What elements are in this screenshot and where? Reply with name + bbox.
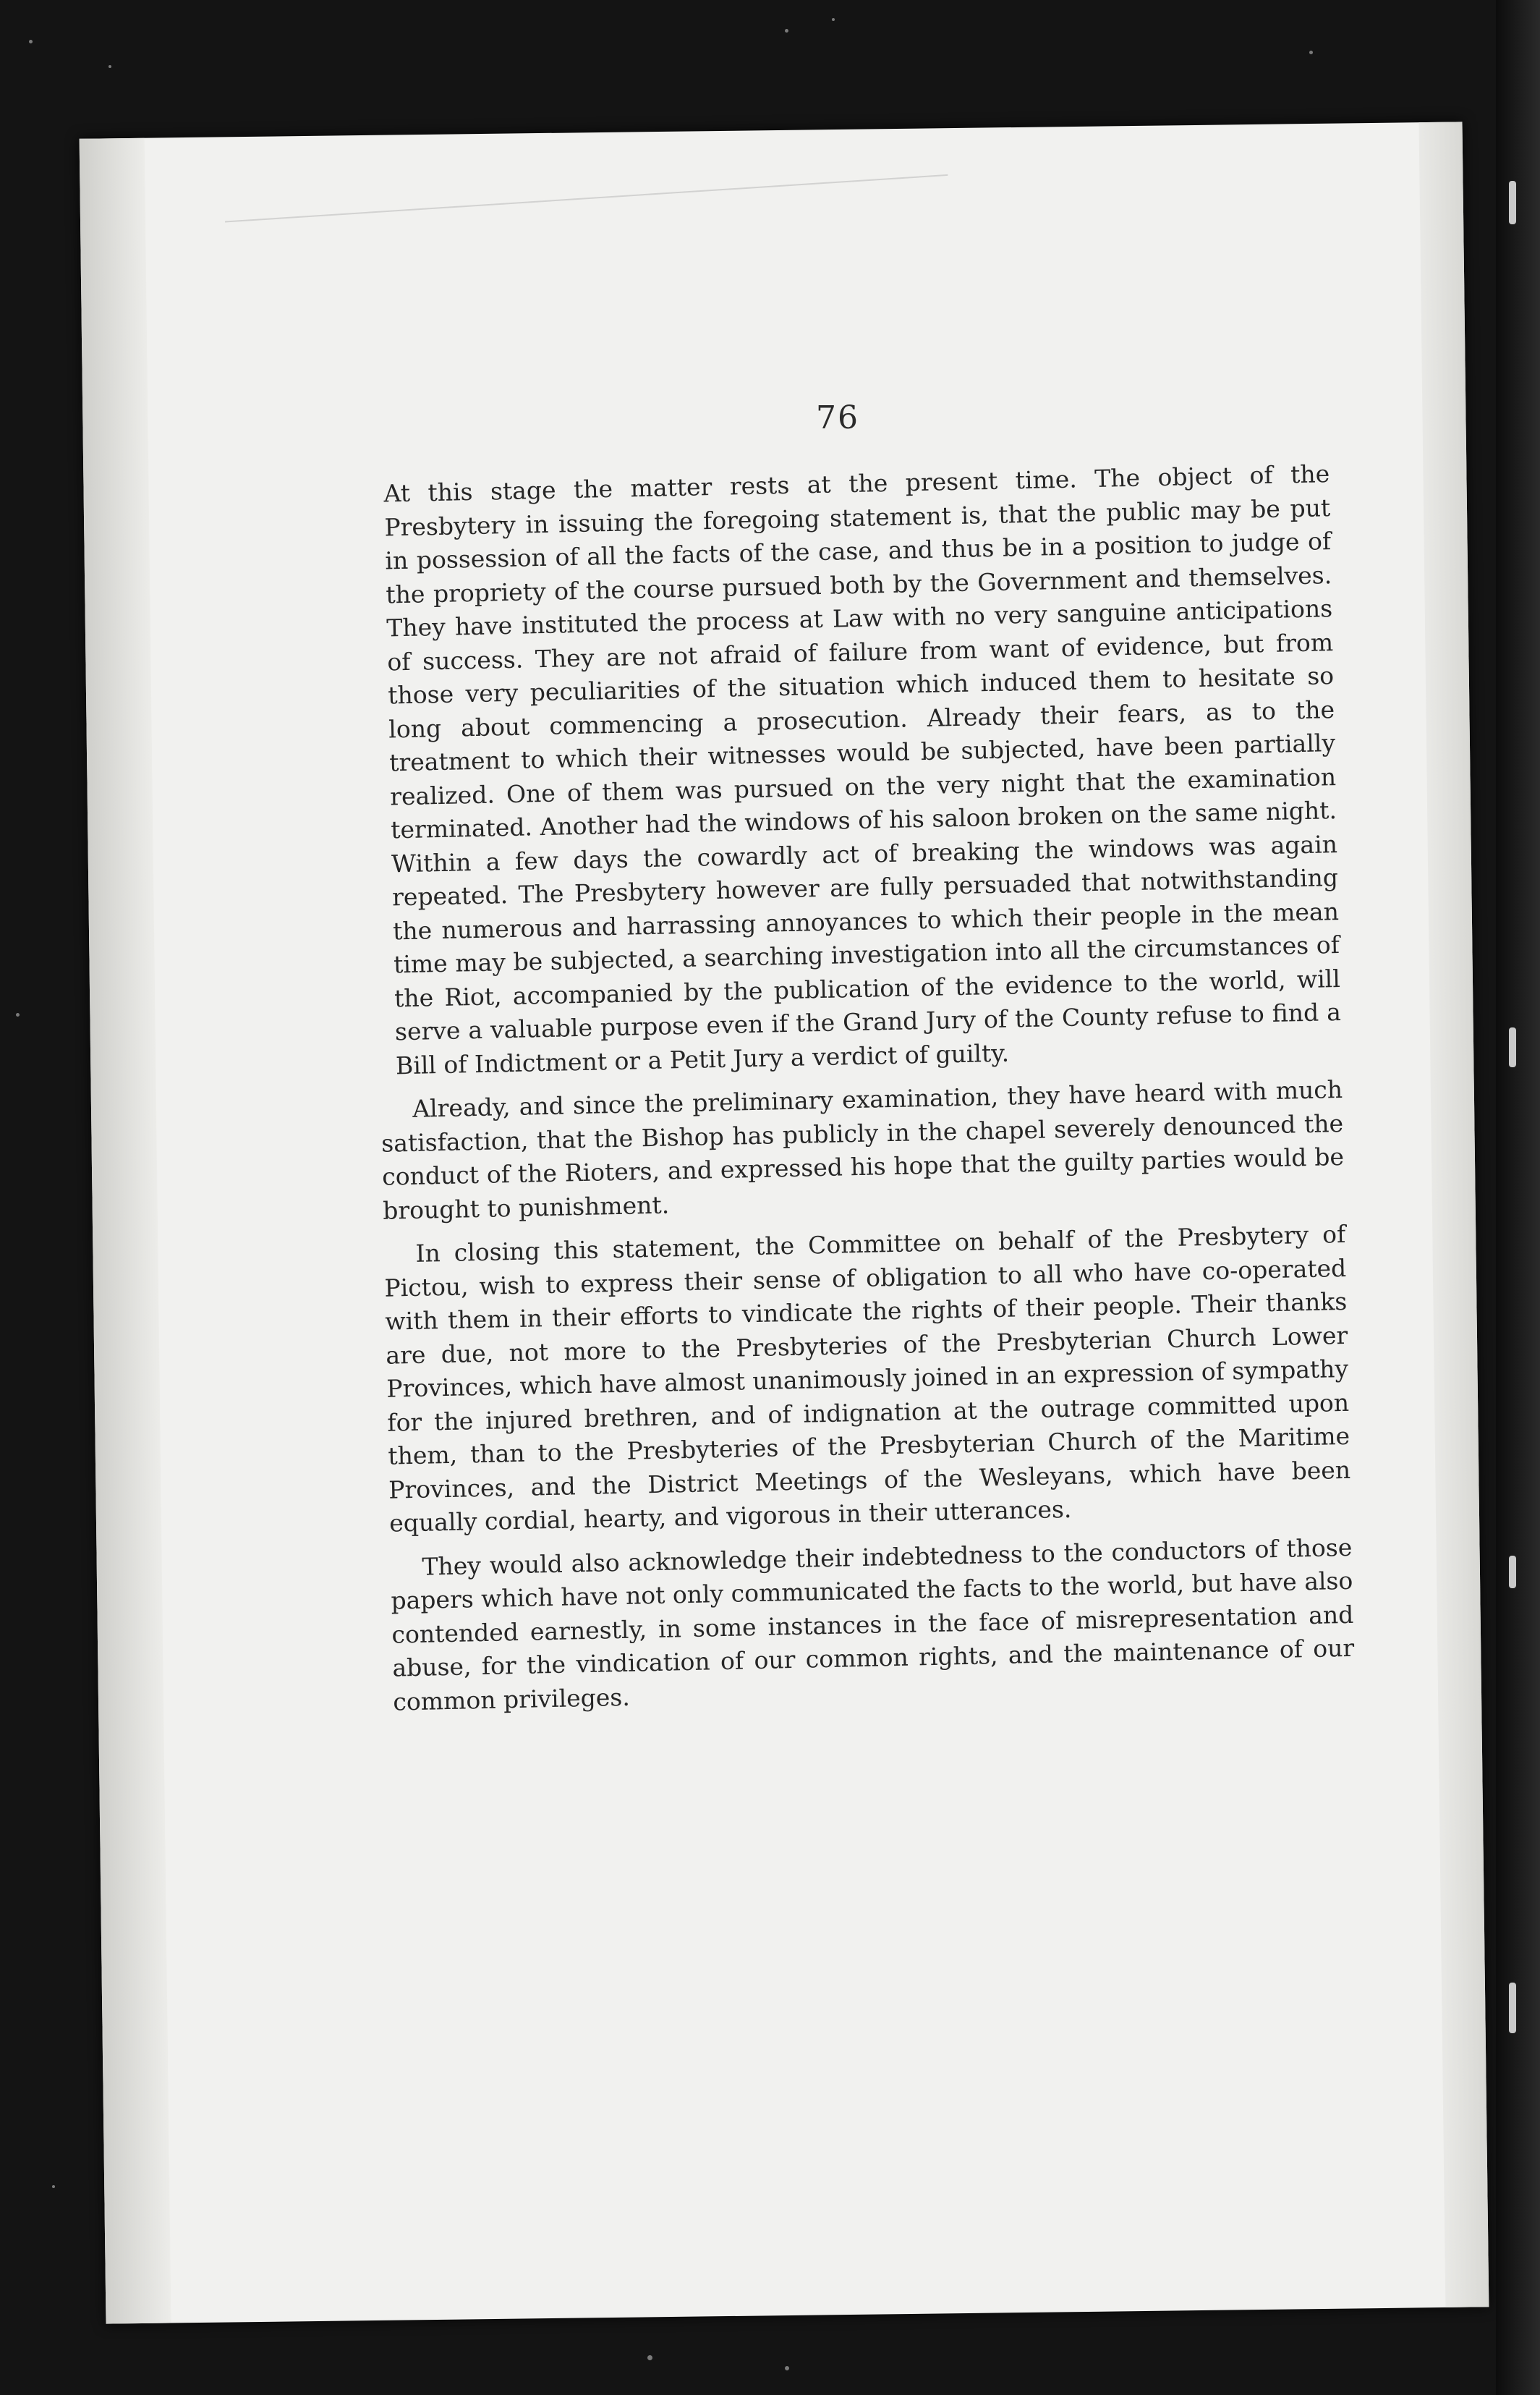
film-speck: [16, 1013, 20, 1017]
film-speck: [785, 29, 788, 33]
paragraph: In closing this statement, the Committee on behalf of the Presbytery of Pictou, wish to express their sense of obligation to all who have co-operated with them in their efforts to vindicate the rights of their people. Their thanks are due, not more to the Presbyteries of the Presbyterian Church Lower Provinces, which have almost unanimously joined in an expression of sympathy for the injured brethren, and of indignation at the outrage committed upon them, than to the Presbyteries of the Presbyterian Church of the Maritime Provinces, and the District Meetings of the Wesleyans, which have been equally cordial, hearty, and vigorous in their utterances.: [384, 1219, 1351, 1538]
film-speck: [29, 40, 33, 43]
page-fold: [224, 109, 948, 223]
film-speck: [832, 18, 835, 21]
paragraph: At this stage the matter rests at the present time. The object of the Presbytery in issuing the foregoing statement is, that the public may be put in possession of all the facts of the case, and thus be in a position to judge of the propriety of the course pursued both by the Government and themselves. They have instituted the process at Law with no very sanguine anticipations of success. They are not afraid of failure from want of evidence, but from those very peculiarities of the situation which induced them to hesitate so long about commencing a prosecution. Already their fears, as to the treatment to which their witnesses would be subjected, have been partially realized. One of them was pursued on the very night that the examination terminated. Another had the windows of his saloon broken on the same night. Within a few days the cowardly act of breaking the windows was again repeated. The Presbytery however are fully persuaded that notwithstanding the numerous and harrassing annoyances to which their people in the mean time may be subjected, a searching investigation into all the circumstances of the Riot, accompanied by the publication of the evidence to the world, will serve a valuable purpose even if the Grand Jury of the County refuse to find a Bill of Indictment or a Petit Jury a verdict of guilty.: [383, 459, 1342, 1080]
film-speck: [109, 65, 111, 68]
film-mark: [1509, 1556, 1516, 1588]
film-speck: [785, 2366, 789, 2370]
page-edge-right: [1418, 122, 1489, 2307]
film-speck: [52, 2185, 55, 2188]
adjacent-page-strip: [1496, 0, 1540, 2395]
body-text: [367, 457, 1356, 1729]
film-mark: [1509, 1027, 1516, 1067]
film-speck: [647, 2355, 652, 2360]
film-speck: [1309, 51, 1313, 54]
film-mark: [1509, 181, 1516, 224]
paragraph: Already, and since the preliminary examination, they have heard with much satisfaction, that the Bishop has publicly in the chapel severely denounced the conduct of the Rioters, and expressed his hope that the guilty parties would be brought to punishment.: [380, 1074, 1345, 1225]
paragraph: They would also acknowledge their indebtedness to the conductors of those papers which have not only communicated the facts to the world, but have also contended earnestly, in some instances in the face of misrepresentation and abuse, for the vindication of our common rights, and the maintenance of our common privileges.: [391, 1533, 1355, 1716]
page-edge-left: [80, 138, 171, 2324]
page-number: 76: [816, 399, 859, 436]
film-mark: [1509, 1983, 1516, 2033]
